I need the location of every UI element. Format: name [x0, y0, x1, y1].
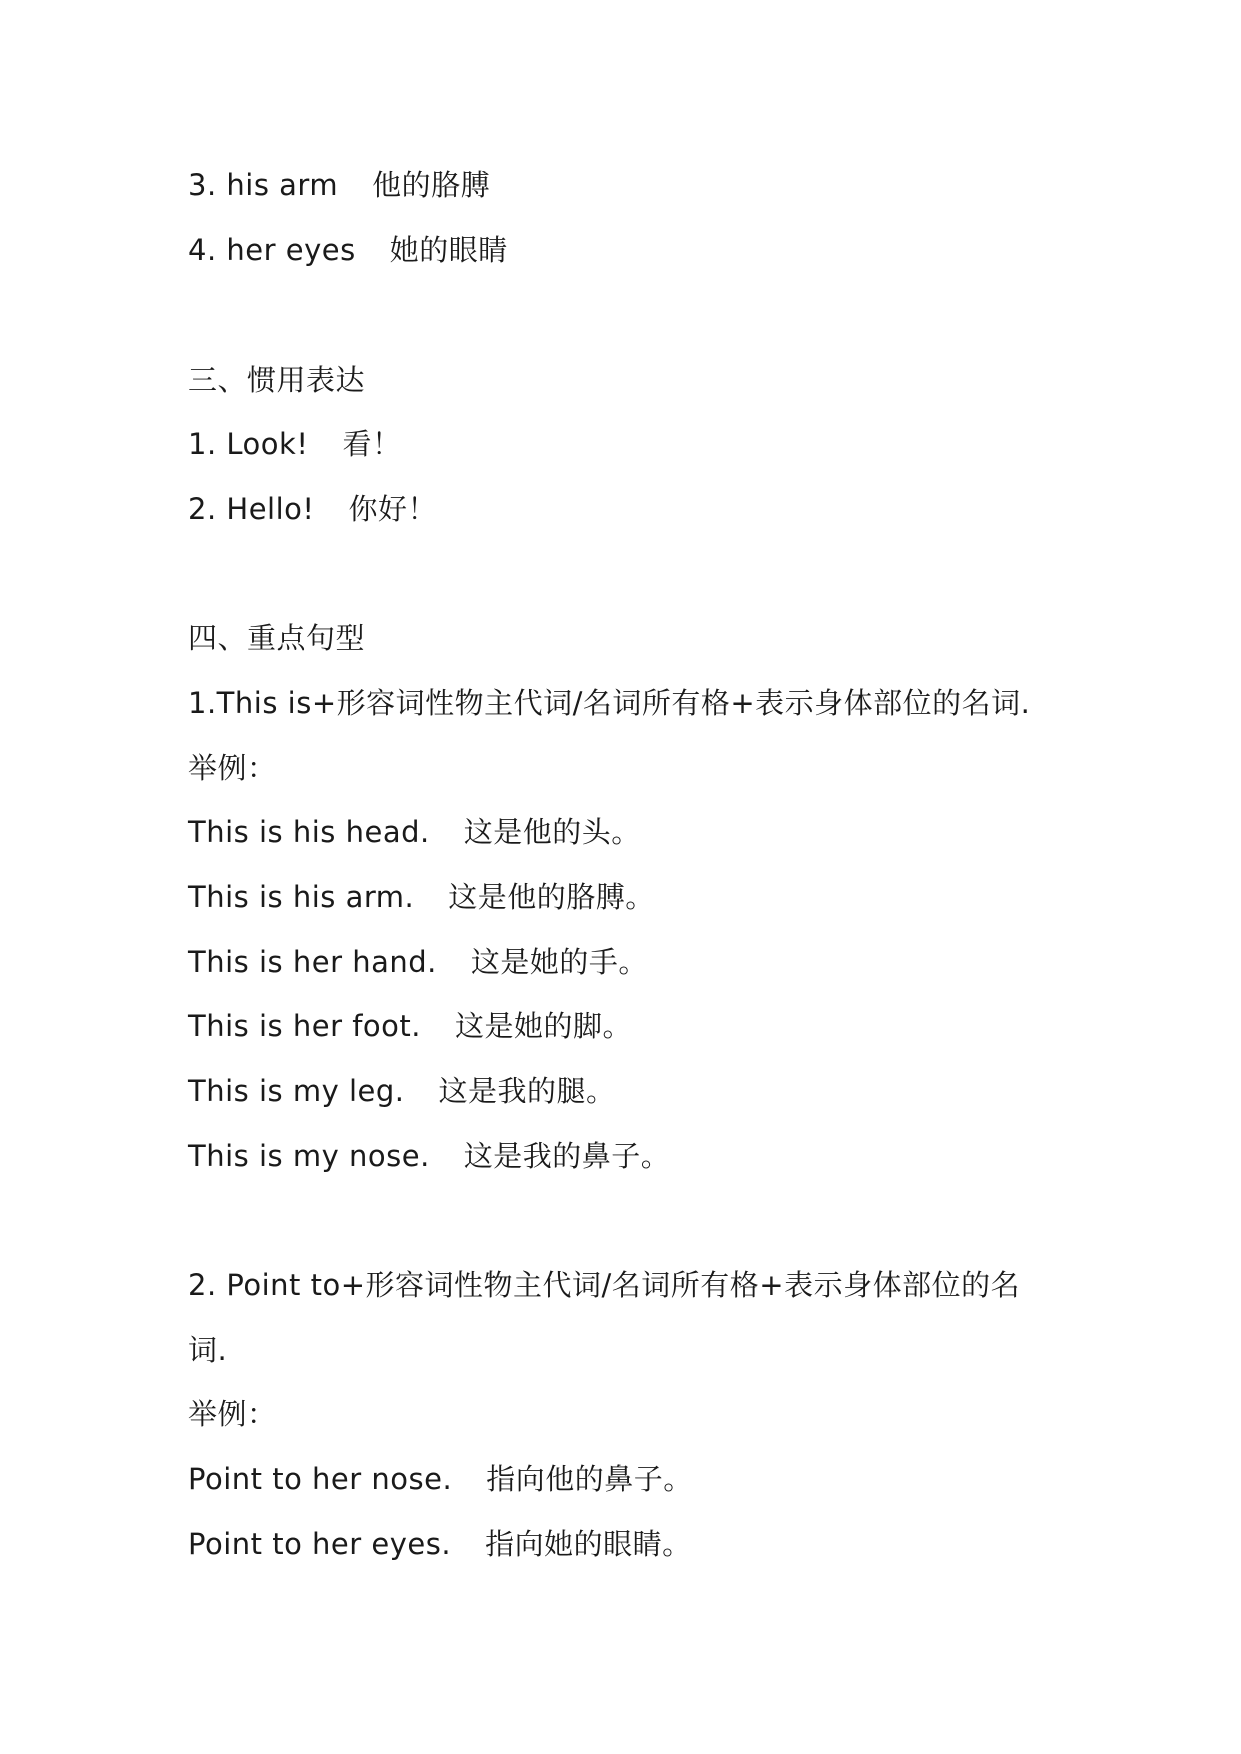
expression-english: 2. Hello!: [188, 492, 315, 526]
pattern-1: 1.This is+形容词性物主代词/名词所有格+表示身体部位的名词.: [188, 686, 1031, 720]
vocab-english: 4. her eyes: [188, 233, 356, 267]
example-chinese: 这是她的手。: [470, 945, 648, 979]
example-chinese: 这是他的头。: [463, 815, 641, 849]
vocab-english: 3. his arm: [188, 168, 339, 202]
example-english: This is his head.: [188, 815, 430, 849]
expression-chinese: 你好！: [348, 492, 438, 526]
example-chinese: 这是我的鼻子。: [463, 1139, 671, 1173]
vocab-line-4: [188, 232, 508, 268]
vocab-chinese: 她的眼睛: [389, 233, 508, 267]
example-label: 举例：: [188, 751, 277, 785]
example-chinese: 这是我的腿。: [438, 1074, 616, 1108]
example-line: [188, 814, 641, 850]
expression-chinese: 看！: [342, 427, 402, 461]
example-chinese: 这是她的脚。: [455, 1009, 633, 1043]
section-heading-expressions: 三、惯用表达: [188, 363, 366, 397]
example-english: This is my nose.: [188, 1139, 430, 1173]
vocab-line-3: [188, 167, 490, 203]
example-chinese: 这是他的胳膊。: [448, 880, 655, 914]
example-english: Point to her nose.: [188, 1462, 453, 1496]
section-heading-sentence-patterns: 四、重点句型: [188, 621, 366, 655]
example-english: This is his arm.: [188, 880, 415, 914]
example-label: 举例：: [188, 1397, 277, 1431]
example-chinese: 指向他的鼻子。: [486, 1462, 693, 1496]
example-english: Point to her eyes.: [188, 1527, 452, 1561]
example-line: [188, 1526, 692, 1562]
vocab-chinese: 他的胳膊: [372, 168, 491, 202]
example-line: [188, 1138, 670, 1174]
example-line: [188, 879, 655, 915]
example-line: [188, 944, 648, 980]
example-chinese: 指向她的眼睛。: [485, 1527, 692, 1561]
example-line: [188, 1461, 693, 1497]
expression-line-2: [188, 491, 437, 527]
example-line: [188, 1073, 616, 1109]
expression-line-1: [188, 426, 401, 462]
pattern-2-line-2: 词.: [188, 1333, 228, 1367]
example-english: This is my leg.: [188, 1074, 405, 1108]
expression-english: 1. Look!: [188, 427, 309, 461]
example-line: [188, 1008, 632, 1044]
pattern-2-line-1: 2. Point to+形容词性物主代词/名词所有格+表示身体部位的名: [188, 1268, 1021, 1302]
example-english: This is her foot.: [188, 1009, 422, 1043]
example-english: This is her hand.: [188, 945, 437, 979]
